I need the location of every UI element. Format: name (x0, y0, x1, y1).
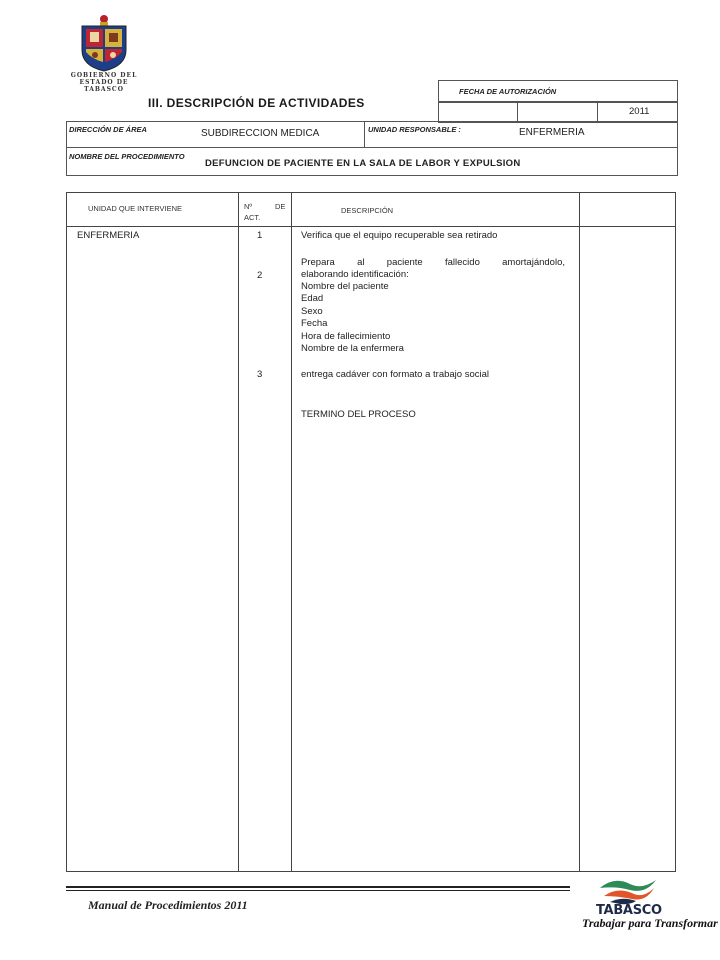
identification-item: Fecha (301, 318, 328, 329)
activity-description: Prepara al paciente fallecido amortajándolo, (301, 257, 565, 268)
column-header-unit: UNIDAD QUE INTERVIENE (88, 204, 183, 213)
identification-item: Hora de fallecimiento (301, 331, 391, 342)
footer-rule-thin (66, 890, 570, 891)
activity-description: Verifica que el equipo recuperable sea retirado (301, 230, 498, 241)
column-header-num-b: DE (275, 202, 286, 211)
emblem-lettering-line2: ESTADO DE (79, 79, 129, 86)
column-header-num-c: ACT. (244, 213, 261, 222)
unit-label: UNIDAD RESPONSABLE : (368, 125, 461, 134)
authorization-label-box (438, 80, 678, 103)
emblem-lettering-line1: GOBIERNO DEL (70, 72, 138, 79)
process-end-text: TERMINO DEL PROCESO (301, 409, 416, 420)
procedure-label: NOMBRE DEL PROCEDIMIENTO (69, 152, 185, 161)
activity-number: 1 (257, 230, 263, 241)
activity-description-continued: elaborando identificación: (301, 269, 409, 280)
intervening-unit: ENFERMERIA (77, 230, 140, 241)
column-header-description: DESCRIPCIÓN (341, 206, 394, 215)
identification-item: Edad (301, 293, 324, 304)
column-header-num-a: Nº (244, 202, 253, 211)
unit-value: ENFERMERIA (519, 127, 585, 138)
area-unit-row (66, 121, 678, 148)
identification-item: Nombre de la enfermera (301, 343, 404, 354)
section-title: III. DESCRIPCIÓN DE ACTIVIDADES (148, 96, 365, 110)
area-value: SUBDIRECCION MEDICA (201, 128, 320, 139)
area-label: DIRECCIÓN DE ÁREA (69, 125, 147, 134)
authorization-label: FECHA DE AUTORIZACIÓN (459, 87, 557, 96)
activity-description: entrega cadáver con formato a trabajo social (301, 369, 489, 380)
emblem-lettering-line3: TABASCO (84, 86, 124, 93)
authorization-date-box (438, 101, 678, 123)
activity-number: 3 (257, 369, 263, 380)
manual-footer-text: Manual de Procedimientos 2011 (88, 898, 248, 912)
tabasco-swoosh-logo-icon (596, 874, 660, 906)
tabasco-logo-word: TABASCO (596, 903, 662, 918)
activities-table (66, 192, 676, 872)
activity-number: 2 (257, 270, 263, 281)
tabasco-slogan: Trabajar para Transformar (582, 916, 718, 930)
footer-rule (66, 886, 570, 888)
procedure-value: DEFUNCION DE PACIENTE EN LA SALA DE LABOR Y EXPULSION (205, 158, 521, 169)
identification-item: Sexo (301, 306, 323, 317)
authorization-year[interactable]: 2011 (629, 106, 650, 117)
procedure-row (66, 147, 678, 176)
tabasco-coat-of-arms-icon (78, 14, 130, 72)
identification-item: Nombre del paciente (301, 281, 389, 292)
